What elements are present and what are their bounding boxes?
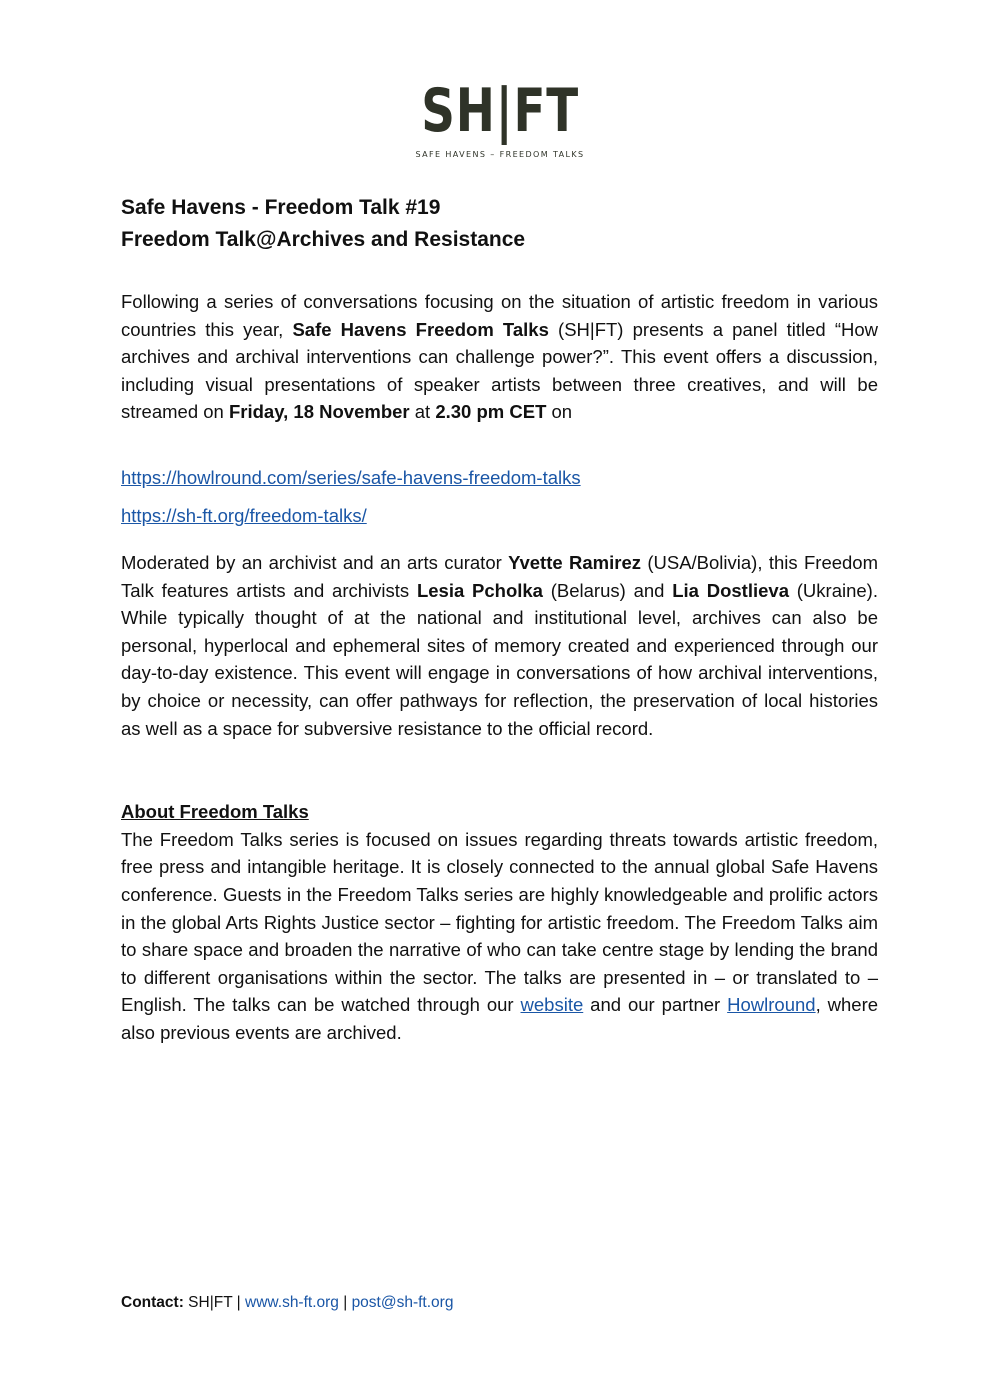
about-text-2: and our partner: [583, 994, 728, 1016]
moderated-text-2: (USA/Bolivia), this Freedom Talk features artists and archivists: [121, 551, 879, 601]
footer-separator: |: [338, 1294, 352, 1311]
moderated-text-3: (Belarus) and: [542, 579, 673, 601]
logo-mark: SH|FT: [421, 76, 579, 146]
intro-text-4: on: [546, 401, 573, 423]
about-paragraph: [121, 826, 878, 1047]
howlround-inline-link[interactable]: Howlround: [727, 994, 816, 1016]
intro-text-3: at: [409, 401, 436, 423]
moderated-bold-lesia: Lesia Pcholka: [416, 579, 543, 601]
footer-website-link[interactable]: www.sh-ft.org: [245, 1294, 339, 1311]
contact-label: Contact:: [121, 1294, 184, 1311]
intro-text-1: Following a series of conversations focusing on the situation of artistic freedom in various countries this year,: [121, 291, 878, 340]
moderated-paragraph: [121, 549, 878, 742]
title-line-2: Freedom Talk@Archives and Resistance: [121, 228, 526, 251]
about-text-3: , where also previous events are archived.: [121, 994, 879, 1043]
about-heading: About Freedom Talks: [121, 801, 309, 823]
document-body: [121, 192, 878, 1046]
logo-tagline: SAFE HAVENS – FREEDOM TALKS: [415, 150, 585, 159]
website-link[interactable]: website: [520, 994, 584, 1016]
intro-bold-time: 2.30 pm CET: [435, 401, 547, 423]
footer-contact: [121, 1292, 453, 1314]
logo: [0, 78, 1000, 159]
stream-links: [121, 464, 878, 529]
about-text-1: The Freedom Talks series is focused on issues regarding threats towards artistic freedom, free press and intangible heritage. It is closely connected to the annual global Safe Havens conference. Guests in the Freedom Talks series are highly knowledgeable and prolific actors in the global Arts Rights Justice sector – fighting for artistic freedom. The Freedom Talks aim to share space and broaden the narrative of who can take centre stage by lending the brand to different organisations within the sector. The talks are presented in – or translated to – English. The talks can be watched through our: [121, 828, 878, 1016]
intro-bold-date: Friday, 18 November: [228, 401, 410, 423]
page-title: [121, 192, 878, 256]
moderated-text-1: Moderated by an archivist and an arts curator: [121, 551, 509, 573]
moderated-bold-lia: Lia Dostlieva: [672, 579, 789, 601]
intro-paragraph: [121, 288, 878, 426]
moderated-text-4: (Ukraine). While typically thought of at the national and institutional level, archives can also be personal, hyperlocal and ephemeral sites of memory created and experienced through our day-to-day existence. This event will engage in conversations of how archival interventions, by choice or necessity, can offer pathways for reflection, the preservation of local histories as well as a space for subversive resistance to the official record.: [121, 579, 878, 739]
title-line-1: Safe Havens - Freedom Talk #19: [121, 196, 441, 219]
moderated-bold-yvette: Yvette Ramirez: [508, 551, 641, 573]
intro-text-2: (SH|FT) presents a panel titled “How archives and archival interventions can challenge power?”. This event offers a discussion, including visual presentations of speaker artists between three creatives, and will be streamed on: [121, 318, 878, 423]
intro-bold-safe-havens: Safe Havens Freedom Talks: [292, 318, 549, 340]
contact-org: SH|FT |: [183, 1294, 246, 1311]
howlround-link[interactable]: https://howlround.com/series/safe-havens-freedom-talks: [121, 466, 581, 488]
shft-link[interactable]: https://sh-ft.org/freedom-talks/: [121, 504, 367, 526]
footer-email-link[interactable]: post@sh-ft.org: [351, 1294, 454, 1311]
